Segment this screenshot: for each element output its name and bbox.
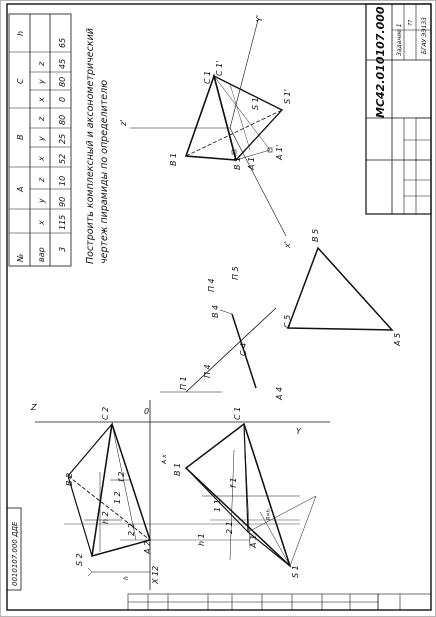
label-pi1: П 1 xyxy=(179,376,188,390)
label-pi4b: П 4 xyxy=(207,278,216,292)
sheet-code-text: 77 xyxy=(408,19,414,26)
hdr-B: B xyxy=(16,134,25,140)
hdr-A: A xyxy=(16,186,25,192)
label-22: 2 2 xyxy=(127,523,136,536)
val-xB: 52 xyxy=(58,153,67,164)
sub-xC: x xyxy=(37,97,46,102)
label-pi5: П 5 xyxy=(231,266,240,280)
label-C5: C 5 xyxy=(283,314,292,328)
label-S2: S 2 xyxy=(75,553,84,566)
val-yB: 25 xyxy=(58,133,67,144)
val-zB: 80 xyxy=(58,114,67,125)
label-f1: f 1 xyxy=(229,477,238,488)
label-dim-h: h xyxy=(123,576,130,580)
label-axis-x12: X 12 xyxy=(151,565,160,584)
label-axis-z: Z xyxy=(31,403,37,412)
label-axo-B1: B 1 xyxy=(169,152,178,166)
label-axo-z: z' xyxy=(119,119,128,126)
val-xA: 115 xyxy=(58,214,67,230)
label-axis-y: Y xyxy=(296,427,301,436)
group-text: БГАУ ЭЭ133 xyxy=(421,17,428,54)
label-21: 2 1 xyxy=(225,521,234,534)
sub-zC: z xyxy=(37,61,46,66)
label-axo-A1p: A 1' xyxy=(275,144,284,160)
label-pi4: П 4 xyxy=(203,364,212,378)
val-var: 3 xyxy=(58,246,67,252)
hdr-C: C xyxy=(16,78,25,84)
label-axo-B1p: B 1' xyxy=(233,154,242,170)
label-axo-y: Y' xyxy=(255,14,264,22)
label-A4: A 4 xyxy=(275,386,284,400)
sub-yC: y xyxy=(37,79,46,84)
sub-xA: x xyxy=(37,220,46,225)
sub-xB: x xyxy=(37,156,46,161)
label-axo-A1: A 1 xyxy=(247,156,256,170)
val-zC: 45 xyxy=(58,58,67,69)
label-C4: C 4 xyxy=(239,342,248,356)
val-h: 65 xyxy=(58,37,67,48)
label-A5: A 5 xyxy=(393,332,402,346)
label-12: 1 2 xyxy=(113,491,122,504)
mirrored-stamp-text: 0010107.000 ДДЕ xyxy=(11,521,19,586)
label-B5: B 5 xyxy=(311,228,320,242)
val-yA: 90 xyxy=(58,196,67,207)
label-origin: 0 xyxy=(144,407,150,416)
label-B4: B 4 xyxy=(211,304,220,318)
val-yC: 80 xyxy=(58,76,67,87)
label-C2: C 2 xyxy=(101,406,110,420)
hdr-h: h xyxy=(16,30,25,36)
sub-zB: z xyxy=(37,116,46,121)
task-label-text: Задание 1 xyxy=(396,23,403,56)
label-B1: B 1 xyxy=(173,462,182,476)
label-h2: h 2 xyxy=(101,511,110,524)
sub-yA: y xyxy=(37,198,46,203)
designation-text: МС42.010107.000 xyxy=(374,6,387,118)
sub-var: вар xyxy=(37,247,46,262)
label-S1: S 1 xyxy=(291,565,300,578)
label-f2: f 2 xyxy=(117,471,126,482)
label-axo-C1p: C 1' xyxy=(215,60,224,76)
label-axo-x: x' xyxy=(283,241,292,248)
label-dim-r: R=h xyxy=(266,509,272,520)
label-axo-S1p: S 1' xyxy=(283,89,292,104)
label-h1: h 1 xyxy=(197,533,206,546)
label-C1: C 1 xyxy=(233,406,242,420)
label-A2: A 2 xyxy=(143,540,152,554)
label-dim-ax: A x xyxy=(161,454,168,464)
val-zA: 10 xyxy=(58,175,67,186)
sub-yB: y xyxy=(37,136,46,141)
label-B2: B 2 xyxy=(65,472,74,486)
label-axo-S1: S 1 xyxy=(251,97,260,110)
val-xC: 0 xyxy=(58,96,67,102)
label-axo-C1: C 1 xyxy=(203,70,212,84)
task-line-2: чертеж пирамиды по определителю xyxy=(99,79,110,264)
label-11: 1 1 xyxy=(213,499,222,512)
hdr-num: № xyxy=(16,253,25,262)
sub-zA: z xyxy=(37,177,46,182)
label-A1: A 1 xyxy=(249,534,258,548)
task-line-1: Построить комплексный и аксонометрический xyxy=(85,28,96,264)
